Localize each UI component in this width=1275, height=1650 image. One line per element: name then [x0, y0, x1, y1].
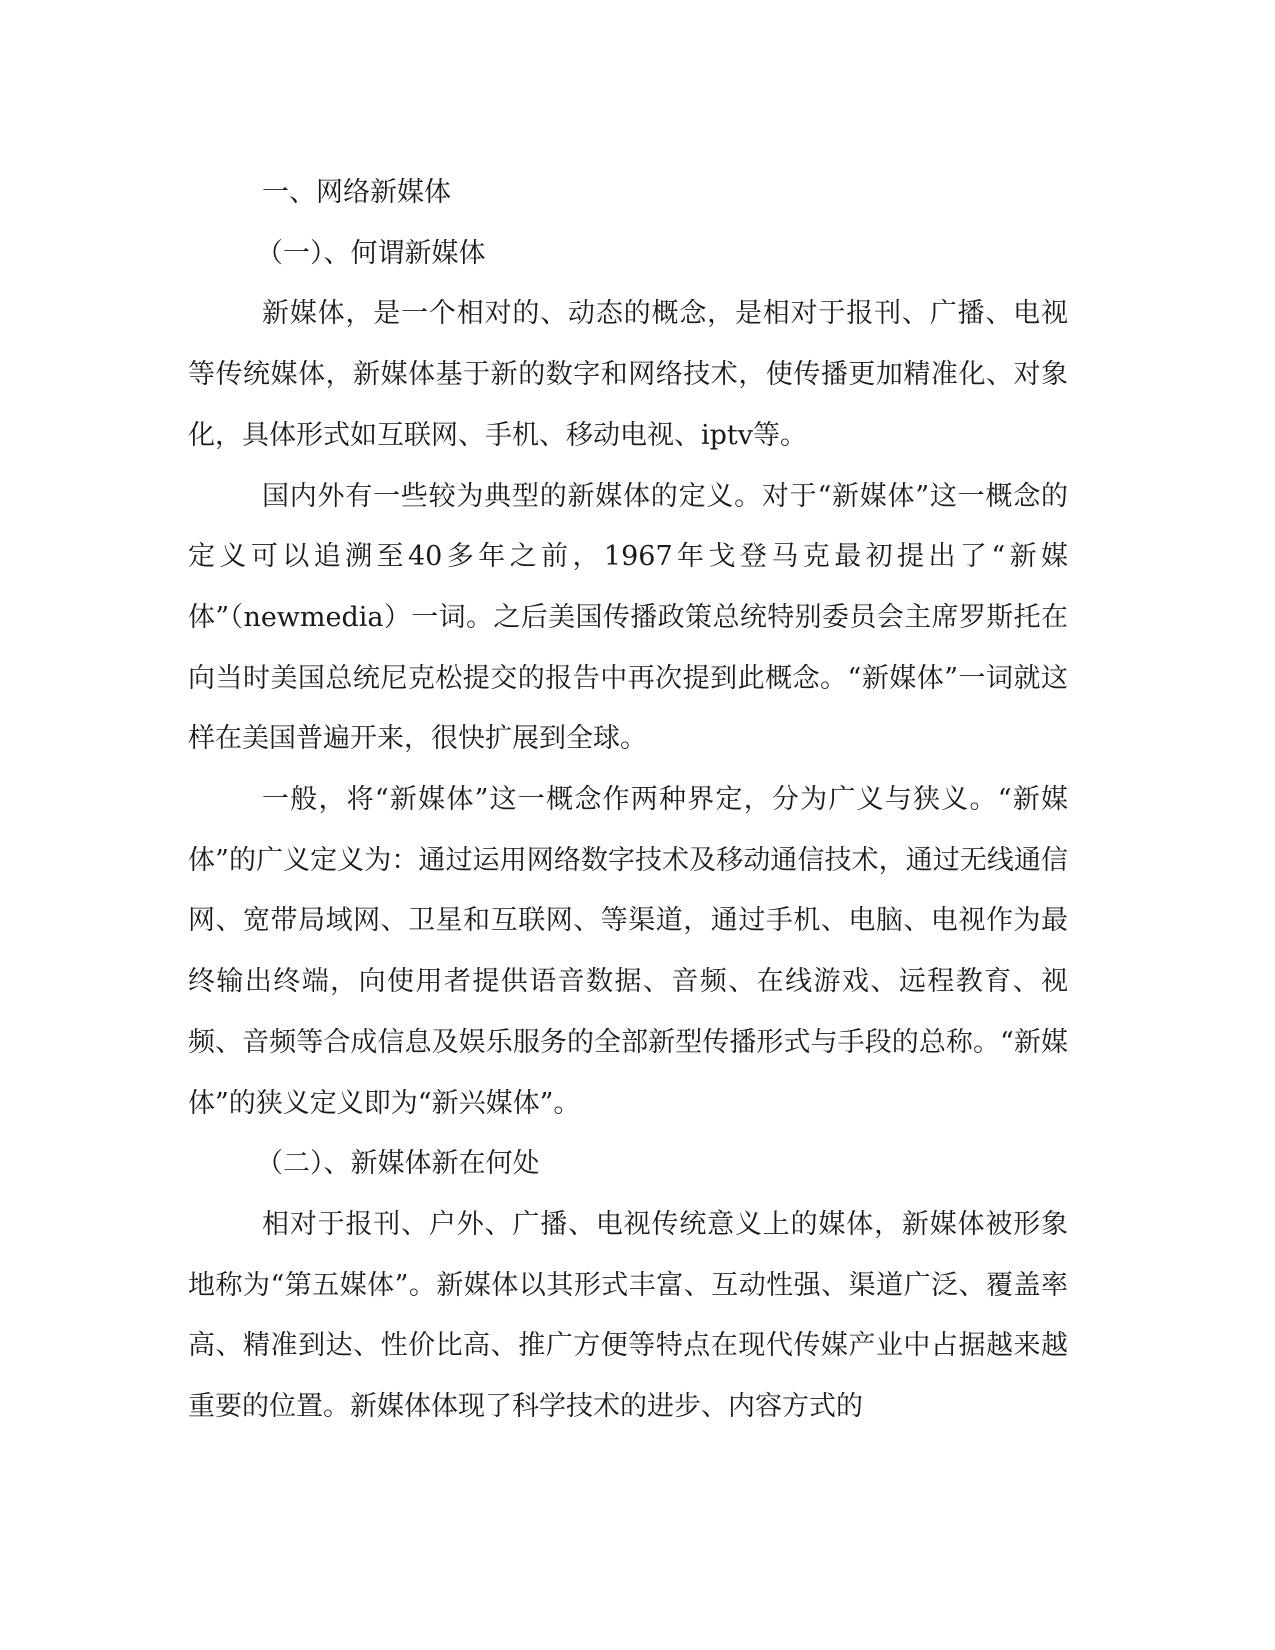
subsection-heading-what-is-new: （二）、新媒体新在何处	[256, 1148, 540, 1180]
paragraph-broad-narrow-definition: 一般，将“新媒体”这一概念作两种界定，分为广义与狭义。“新媒体”的广义定义为：通过运用网络数字技术及移动通信技术，通过无线通信网、宽带局域网、卫星和互联网、等渠道，通过手机、电脑、电视作为最终输出终端，向使用者提供语音数据、音频、在线游戏、远程教育、视频、音频等合成信息及娱乐服务的全部新型传播形式与手段的总称。“新媒体”的狭义定义即为“新兴媒体”。	[188, 784, 1068, 1119]
paragraph-definition: 新媒体，是一个相对的、动态的概念，是相对于报刊、广播、电视等传统媒体，新媒体基于新的数字和网络技术，使传播更加精准化、对象化，具体形式如互联网、手机、移动电视、iptv等。	[188, 298, 1068, 451]
document-body	[188, 163, 1068, 1438]
paragraph-fifth-media: 相对于报刊、户外、广播、电视传统意义上的媒体，新媒体被形象地称为“第五媒体”。新媒体以其形式丰富、互动性强、渠道广泛、覆盖率高、精准到达、性价比高、推广方便等特点在现代传媒产业中占据越来越重要的位置。新媒体体现了科学技术的进步、内容方式的	[188, 1208, 1068, 1423]
section-heading: 一、网络新媒体	[262, 177, 451, 208]
paragraph-history: 国内外有一些较为典型的新媒体的定义。对于“新媒体”这一概念的定义可以追溯至40多年之前，1967年戈登马克最初提出了“新媒体”（newmedia）一词。之后美国传播政策总统特别委员会主席罗斯托在向当时美国总统尼克松提交的报告中再次提到此概念。“新媒体”一词就这样在美国普遍开来，很快扩展到全球。	[188, 480, 1068, 755]
subsection-heading-what-is-new-media: （一）、何谓新媒体	[256, 237, 486, 269]
